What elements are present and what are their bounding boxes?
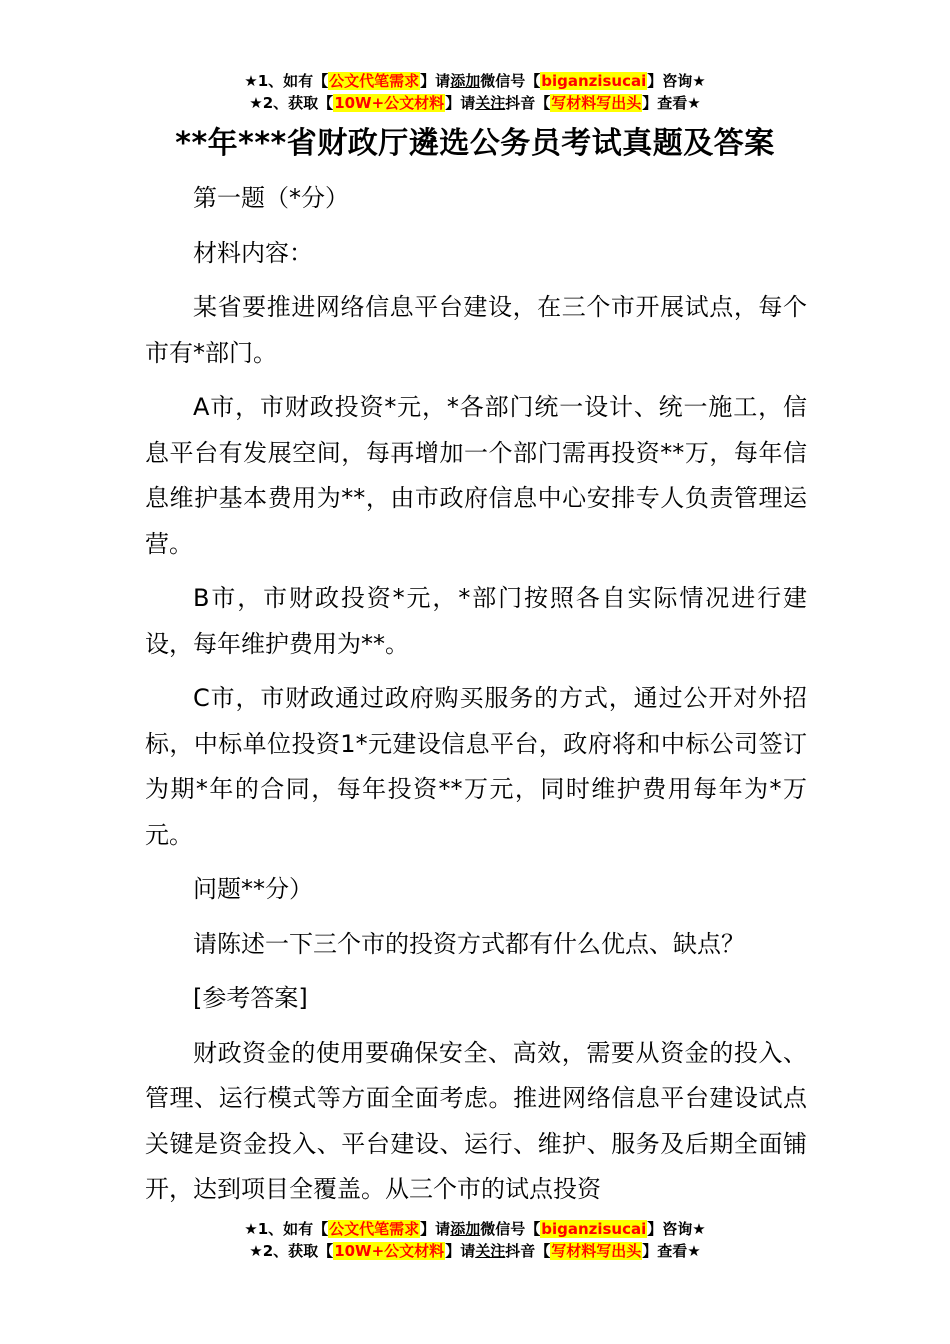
promo-line-1 [0,70,950,92]
promo-underlined: 关注 [475,94,506,112]
promo-underlined: 添加 [450,1220,481,1238]
promo-text: ★2、获取【 [249,1242,334,1260]
promo-text: 】请 [445,94,476,112]
answer-label: [参考答案] [193,984,308,1012]
promo-text: 】咨询★ [647,72,706,90]
question-label: 问题**分） [193,875,313,903]
promo-text: 】查看★ [642,94,701,112]
promo-line-1 [0,1218,950,1240]
promo-text: 】请 [445,1242,476,1260]
promo-banner-bottom [0,1218,950,1262]
promo-text: ★1、如有【 [244,72,329,90]
promo-highlight: biganzisucai [541,1220,647,1238]
promo-underlined: 关注 [475,1242,506,1260]
promo-line-2 [0,1240,950,1262]
question-heading: 第一题（*分） [193,184,349,212]
promo-highlight: 写材料写出头 [551,94,642,112]
promo-text: 微信号【 [480,72,541,90]
promo-text: 】请 [420,72,451,90]
promo-highlight: biganzisucai [541,72,647,90]
promo-highlight: 写材料写出头 [551,1242,642,1260]
body-paragraph: B市，市财政投资*元，*部门按照各自实际情况进行建设，每年维护费用为**。 [145,584,807,658]
promo-highlight: 公文代笔需求 [329,1220,420,1238]
promo-text: 】咨询★ [647,1220,706,1238]
promo-line-2 [0,92,950,114]
promo-text: ★2、获取【 [249,94,334,112]
promo-text: ★1、如有【 [244,1220,329,1238]
promo-banner-top [0,70,950,114]
promo-highlight: 公文代笔需求 [329,72,420,90]
promo-text: 微信号【 [480,1220,541,1238]
material-label: 材料内容： [193,238,313,267]
promo-highlight: 10W+公文材料 [334,94,445,112]
promo-underlined: 添加 [450,72,481,90]
promo-text: 】查看★ [642,1242,701,1260]
question-text: 请陈述一下三个市的投资方式都有什么优点、缺点？ [193,929,745,958]
promo-text: 抖音【 [505,94,551,112]
document-body [145,176,807,1222]
body-paragraph: C市，市财政通过政府购买服务的方式，通过公开对外招标，中标单位投资1*元建设信息平台，政府将和中标公司签订为期*年的合同，每年投资**万元，同时维护费用每年为*万元。 [145,684,807,849]
document-title: **年***省财政厅遴选公务员考试真题及答案 [175,126,775,161]
promo-text: 抖音【 [505,1242,551,1260]
body-paragraph: A市，市财政投资*元，*各部门统一设计、统一施工，信息平台有发展空间，每再增加一个部门需再投资**万，每年信息维护基本费用为**，由市政府信息中心安排专人负责管理运营。 [145,393,807,558]
promo-text: 】请 [420,1220,451,1238]
body-paragraph: 某省要推进网络信息平台建设，在三个市开展试点，每个市有*部门。 [145,293,807,367]
answer-paragraph: 财政资金的使用要确保安全、高效，需要从资金的投入、管理、运行模式等方面全面考虑。推进网络信息平台建设试点关键是资金投入、平台建设、运行、维护、服务及后期全面铺开，达到项目全覆盖。从三个市的试点投资 [145,1038,807,1203]
promo-highlight: 10W+公文材料 [334,1242,445,1260]
